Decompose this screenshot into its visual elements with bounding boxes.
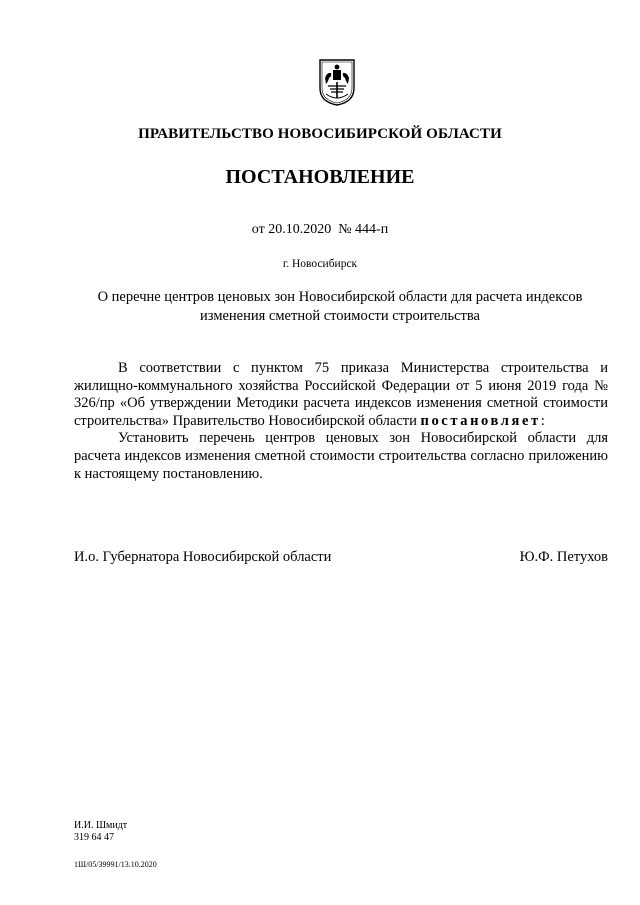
resolves-word: постановляет <box>420 412 541 429</box>
signatory-name: Ю.Ф. Петухов <box>519 549 608 565</box>
preamble-text: В соответствии с пунктом 75 приказа Министерства строительства и жилищно-коммунального хозяйства Российской Федерации от 5 июня 2019 года № 326/пр «Об утверждении Методики расчета индексов изменения сметной стоимости строительства» Правительство Новосибирской области <box>74 360 608 429</box>
document-type: ПОСТАНОВЛЕНИЕ <box>225 166 415 188</box>
organization-title: ПРАВИТЕЛЬСТВО НОВОСИБИРСКОЙ ОБЛАСТИ <box>138 126 502 142</box>
subject-heading <box>80 288 600 326</box>
date-and-number: от 20.10.2020 № 444-п <box>251 222 389 237</box>
subject-line-2: изменения сметной стоимости строительства <box>200 308 480 324</box>
signatory-position: И.о. Губернатора Новосибирской области <box>74 549 332 565</box>
subject-line-1: О перечне центров ценовых зон Новосибирской области для расчета индексов <box>97 289 583 305</box>
registration-code: 1Ш/05/39991/13.10.2020 <box>74 860 157 869</box>
city: г. Новосибирск <box>282 258 358 270</box>
paragraph-preamble <box>74 360 608 430</box>
body-text <box>74 360 608 483</box>
coat-of-arms-icon <box>318 58 356 106</box>
resolves-colon: : <box>540 412 545 429</box>
executor-phone: 319 64 47 <box>74 832 114 843</box>
executor-name: И.И. Шмидт <box>74 820 128 831</box>
paragraph-resolution: Установить перечень центров ценовых зон Новосибирской области для расчета индексов изменения сметной стоимости строительства согласно приложению к настоящему постановлению. <box>74 430 608 482</box>
